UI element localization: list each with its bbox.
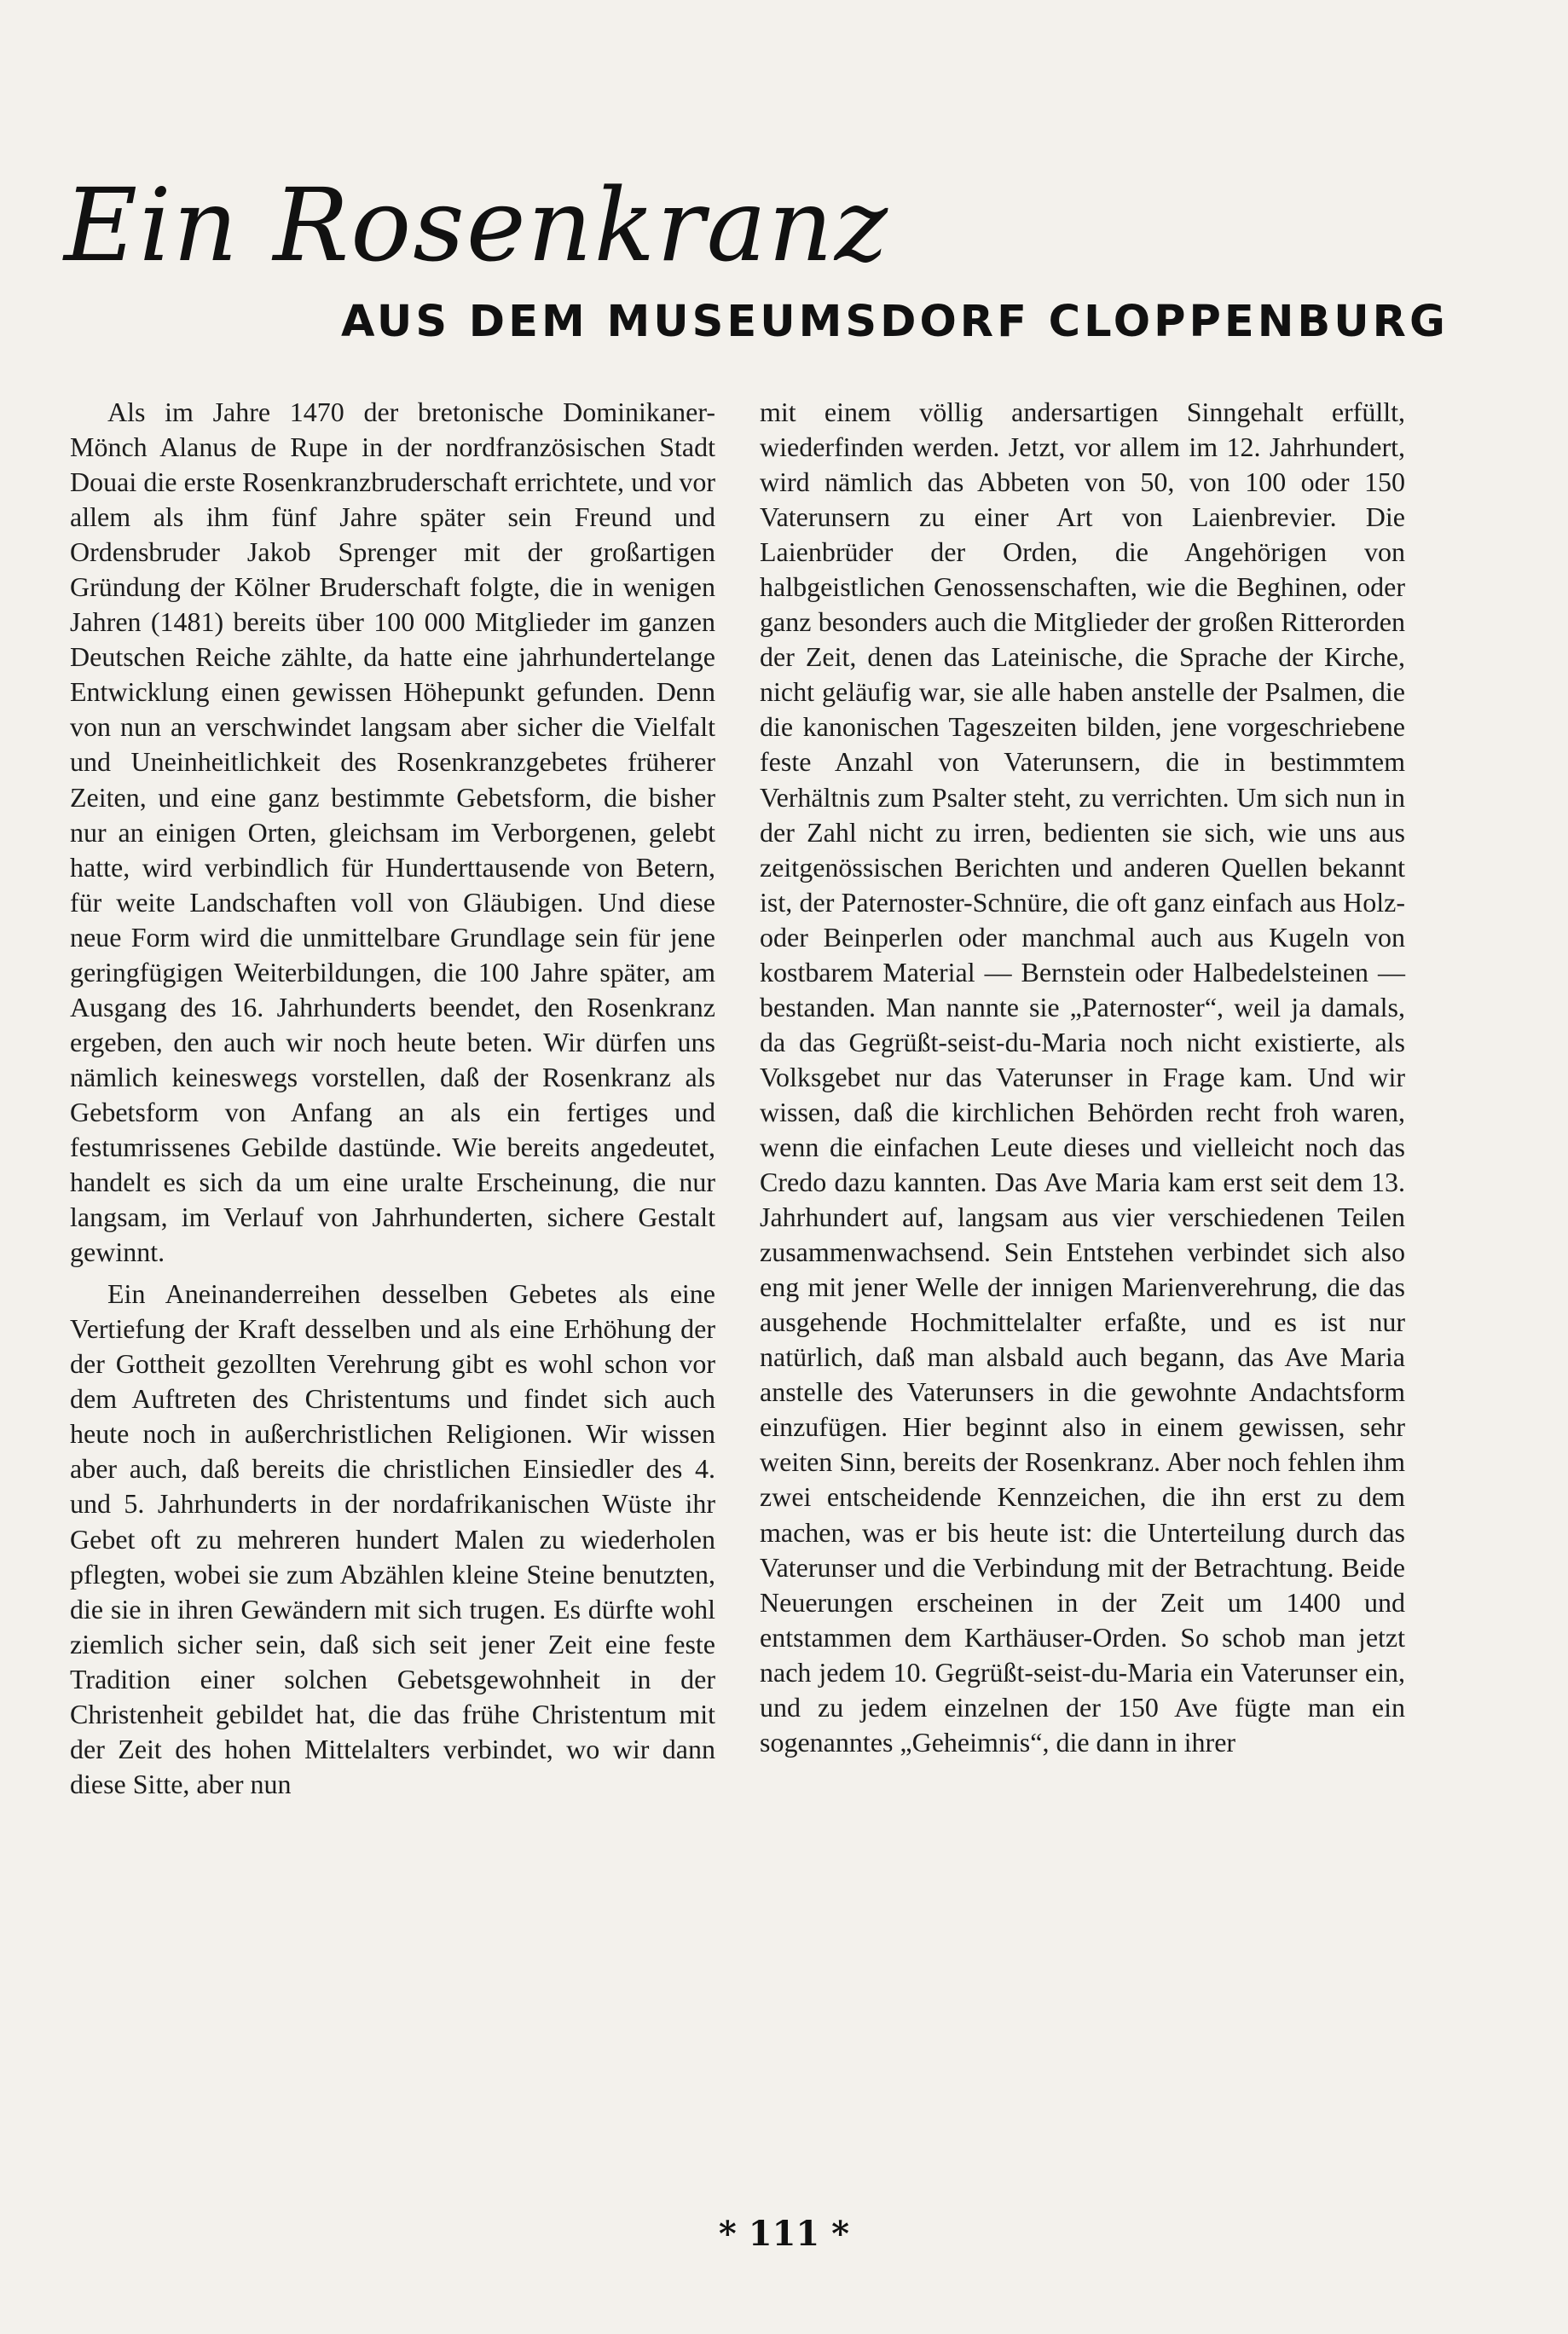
page-subtitle: AUS DEM MUSEUMSDORF CLOPPENBURG: [341, 297, 1449, 347]
page-title: Ein Rosenkranz: [64, 166, 890, 284]
paragraph-2: Ein Aneinanderreihen desselben Gebetes als eine Vertiefung der Kraft desselben und als eine Erhöhung der der Gottheit gezollten Verehrung gibt es wohl schon vor dem Auftreten des Christentums und findet sich auch heute noch in außerchristlichen Religionen. Wir wissen aber auch, daß bereits die christlichen Einsiedler des 4. und 5. Jahrhunderts in der nordafrikanischen Wüste ihr Gebet oft zu mehreren hundert Malen zu wiederholen pflegten, wobei sie zum Abzählen kleine Steine benutzten, die sie in ihren Gewändern mit sich trugen. Es dürfte wohl ziemlich sicher sein, daß sich seit jener Zeit eine feste Tradition einer solchen Gebetsgewohnheit in der Christenheit gebildet hat, die das frühe Christentum mit der Zeit des hohen Mittelalters verbindet, wo wir dann diese Sitte, aber nun: [70, 1278, 715, 1799]
paragraph-1: Als im Jahre 1470 der bretonische Dominikaner-Mönch Alanus de Rupe in der nordfranzösischen Stadt Douai die erste Rosenkranzbruderschaft errichtete, und vor allem als ihm fünf Jahre später sein Freund und Ordensbruder Jakob Sprenger mit der großartigen Gründung der Kölner Bruderschaft folgte, die in wenigen Jahren (1481) bereits über 100 000 Mitglieder im ganzen Deutschen Reiche zählte, da hatte eine jahrhundertelange Entwicklung einen gewissen Höhepunkt gefunden. Denn von nun an verschwindet langsam aber sicher die Vielfalt und Uneinheitlichkeit des Rosenkranzgebetes früherer Zeiten, und eine ganz bestimmte Gebetsform, die bisher nur an einigen Orten, gleichsam im Verborgenen, gelebt hatte, wird verbindlich für Hunderttausende von Betern, für weite Landschaften voll von Gläubigen. Und diese neue Form wird die unmittelbare Grundlage sein für jene geringfügigen Weiterbildungen, die 100 Jahre später, am Ausgang des 16. Jahrhunderts beendet, den Rosenkranz ergeben, den auch wir noch heute beten. Wir dürfen uns nämlich keineswegs vorstellen, daß der Rosenkranz als Gebetsform von Anfang an als ein fertiges und festumrissenes Gebilde dastünde. Wie bereits angedeutet, handelt es sich da um eine uralte Erscheinung, die nur langsam, im Verlauf von Jahrhunderten, sichere Gestalt gewinnt.: [70, 397, 715, 1268]
paragraph-3: mit einem völlig andersartigen Sinngehalt erfüllt, wiederfinden werden. Jetzt, vor allem im 12. Jahrhundert, wird nämlich das Abbeten von 50, von 100 oder 150 Vaterunsern zu einer Art von Laienbrevier. Die Laienbrüder der Orden, die Angehörigen von halbgeistlichen Genossenschaften, wie die Beghinen, oder ganz besonders auch die Mitglieder der großen Ritterorden der Zeit, denen das Lateinische, die Sprache der Kirche, nicht geläufig war, sie alle haben anstelle der Psalmen, die die kanonischen Tageszeiten bilden, jene vorgeschriebene feste Anzahl von Vaterunsern, die in bestimmtem Verhältnis zum Psalter steht, zu verrichten. Um sich nun in der Zahl nicht zu irren, bedienten sie sich, wie uns aus zeitgenössischen Berichten und anderen Quellen bekannt ist, der Paternoster-Schnüre, die oft ganz einfach aus Holz- oder Beinperlen oder manchmal auch aus Kugeln von kostbarem Material — Bernstein oder Halbedelsteinen — bestanden. Man nannte sie „Paternoster“, weil ja damals, da das Gegrüßt-seist-du-Maria noch nicht existierte, als Volksgebet nur das Vaterunser in Frage kam. Und wir wissen, daß die kirchlichen Behörden recht froh waren, wenn die einfachen Leute dieses und vielleicht noch das Credo dazu kannten. Das Ave Maria kam erst seit dem 13. Jahrhundert auf, langsam aus vier verschiedenen Teilen zusammenwachsend. Sein Entstehen verbindet sich also eng mit jener Welle der innigen Marienverehrung, die das ausgehende Hochmittelalter erfaßte, und es ist nur natürlich, daß man alsbald auch begann, das Ave Maria anstelle des Vaterunsers in die gewohnte Andachtsform einzufügen. Hier beginnt also in einem gewissen, sehr weiten Sinn, bereits der Rosenkranz. Aber noch fehlen ihm zwei entscheidende Kennzeichen, die ihn erst zu dem machen, was er bis heute ist: die Unterteilung durch das Vaterunser und die Verbindung mit der Betrachtung. Beide Neuerungen erscheinen in der Zeit um 1400 und entstammen dem Karthäuser-Orden. So schob man jetzt nach jedem 10. Gegrüßt-seist-du-Maria ein Vaterunser ein, und zu jedem einzelnen der 150 Ave fügte man ein sogenanntes „Geheimnis“, die dann in ihrer: [760, 397, 1405, 1758]
page-number: * 111 *: [718, 2214, 850, 2254]
right-column: [760, 395, 1405, 1760]
left-column: [70, 395, 715, 1802]
